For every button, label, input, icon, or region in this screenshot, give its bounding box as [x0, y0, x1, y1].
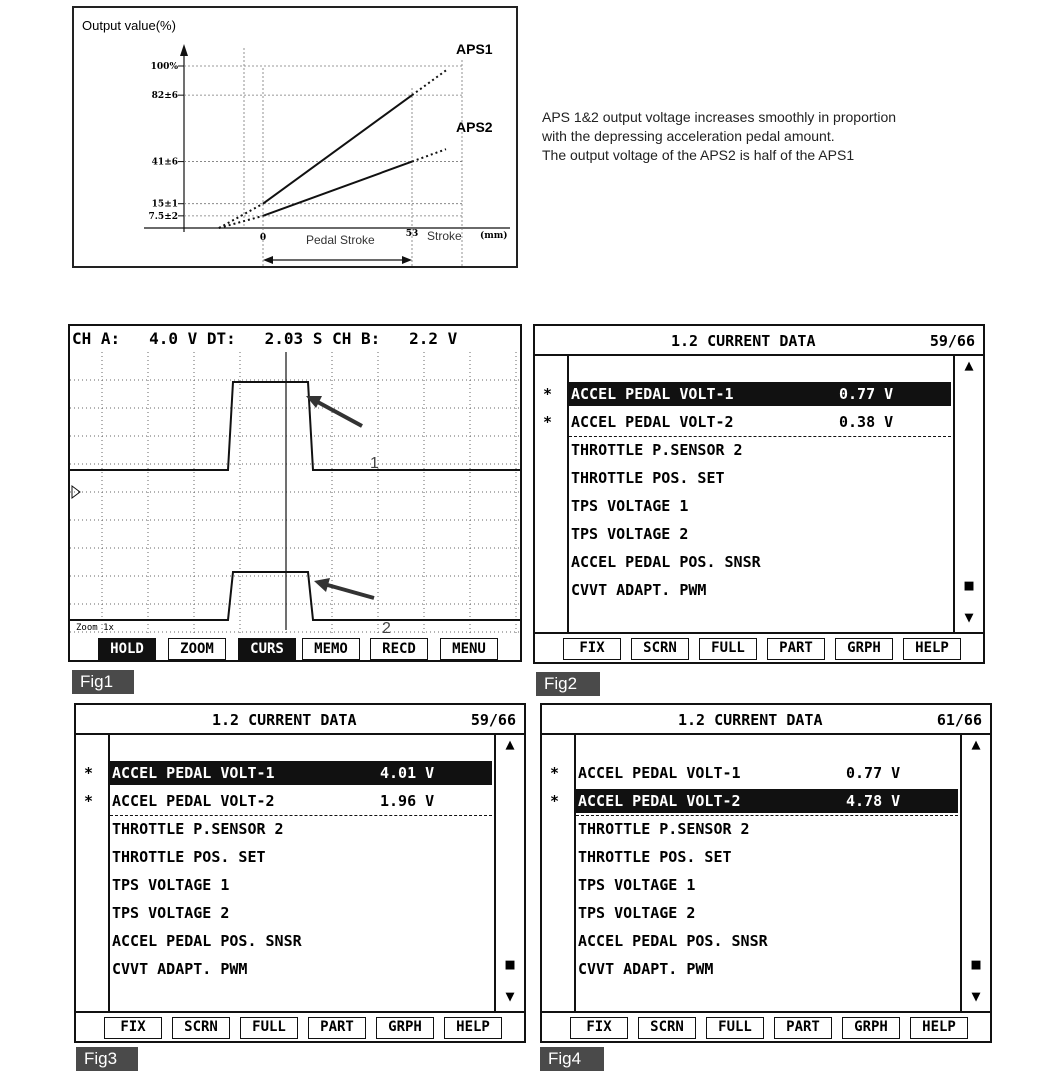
description-line-1: APS 1&2 output voltage increases smoothly in proportion — [542, 109, 897, 125]
data-row-label: THROTTLE P.SENSOR 2 — [578, 820, 750, 838]
aps-chart-svg — [74, 8, 520, 270]
scope-waveform-area — [70, 352, 520, 634]
fixed-item-star-icon: * — [550, 792, 560, 810]
chart-ylabel: Output value(%) — [82, 18, 176, 33]
scroll-thumb[interactable]: ■ — [964, 576, 974, 594]
chart-y-tick-label: 100% — [150, 62, 178, 72]
grph-button[interactable]: GRPH — [376, 1017, 434, 1039]
current-data-title: 1.2 CURRENT DATA — [678, 711, 823, 729]
data-row-label: THROTTLE POS. SET — [571, 469, 725, 487]
scope-callout-arrow-1 — [314, 400, 362, 426]
series-aps1-label: APS1 — [456, 41, 493, 57]
chart-y-tick-label: 82±6 — [151, 91, 178, 102]
data-row-label: THROTTLE P.SENSOR 2 — [571, 441, 743, 459]
current-data-screen-fig4 — [540, 703, 992, 1043]
series-aps1-line — [263, 95, 412, 204]
fig2-label: Fig2 — [536, 672, 600, 696]
data-row[interactable] — [569, 522, 951, 546]
data-row-label: ACCEL PEDAL VOLT-2 — [571, 413, 734, 431]
chart-y-tick-label: 7.5±2 — [148, 211, 178, 222]
current-data-counter: 61/66 — [936, 711, 982, 729]
current-data-screen-fig2 — [533, 324, 985, 664]
fixed-items-separator — [576, 815, 958, 816]
scope-header: CH A: 4.0 V DT: 2.03 S CH B: 2.2 V — [72, 329, 458, 348]
data-row-label: ACCEL PEDAL POS. SNSR — [571, 553, 761, 571]
data-row-label: CVVT ADAPT. PWM — [112, 960, 248, 978]
scope-channel-a-waveform — [70, 382, 520, 470]
data-row[interactable] — [110, 873, 492, 897]
fixed-item-star-icon: * — [543, 385, 553, 403]
data-row-label: TPS VOLTAGE 2 — [578, 904, 696, 922]
scrn-button[interactable]: SCRN — [172, 1017, 230, 1039]
scroll-up-icon[interactable]: ▲ — [964, 356, 974, 374]
scroll-thumb[interactable]: ■ — [505, 955, 515, 973]
grph-button[interactable]: GRPH — [835, 638, 893, 660]
data-row-label: THROTTLE POS. SET — [578, 848, 732, 866]
series-aps2-line — [263, 162, 412, 216]
chart-y-tick-label: 15±1 — [151, 199, 178, 210]
data-row[interactable] — [110, 761, 492, 785]
scope-callout-label-2: 2 — [382, 620, 391, 634]
scope-zoom-button[interactable]: ZOOM — [168, 638, 226, 660]
part-button[interactable]: PART — [774, 1017, 832, 1039]
data-row-value: 4.78 V — [846, 792, 901, 810]
data-row-label: ACCEL PEDAL VOLT-1 — [578, 764, 741, 782]
scrollbar-border — [960, 735, 962, 1011]
data-row[interactable] — [569, 494, 951, 518]
fig3-label: Fig3 — [76, 1047, 138, 1071]
data-row-value: 0.77 V — [846, 764, 901, 782]
scrn-button[interactable]: SCRN — [638, 1017, 696, 1039]
scope-callout-arrow-2 — [324, 584, 374, 598]
pedal-stroke-arrow-left — [263, 256, 273, 264]
data-row-label: ACCEL PEDAL POS. SNSR — [578, 932, 768, 950]
x-unit-label: (mm) — [480, 231, 508, 241]
fixed-item-star-icon: * — [84, 764, 94, 782]
scope-zoom-label: Zoom 1x — [76, 623, 114, 633]
scroll-up-icon[interactable]: ▲ — [505, 735, 515, 753]
data-row[interactable] — [569, 410, 951, 434]
current-data-counter: 59/66 — [929, 332, 975, 350]
scope-memo-button[interactable]: MEMO — [302, 638, 360, 660]
data-row-label: ACCEL PEDAL POS. SNSR — [112, 932, 302, 950]
aps-output-chart — [72, 6, 518, 268]
scroll-thumb[interactable]: ■ — [971, 955, 981, 973]
data-row[interactable] — [576, 845, 958, 869]
data-row-label: THROTTLE P.SENSOR 2 — [112, 820, 284, 838]
pedal-stroke-arrow-right — [402, 256, 412, 264]
scope-callout-label-1: 1 — [370, 455, 379, 472]
current-data-screen-fig3 — [74, 703, 526, 1043]
current-data-title-bar — [76, 705, 524, 735]
data-row[interactable] — [569, 466, 951, 490]
part-button[interactable]: PART — [767, 638, 825, 660]
data-row[interactable] — [569, 578, 951, 602]
scroll-down-icon[interactable]: ▼ — [964, 608, 974, 626]
current-data-counter: 59/66 — [470, 711, 516, 729]
fig4-label: Fig4 — [540, 1047, 604, 1071]
fig1-label: Fig1 — [72, 670, 134, 694]
data-row-label: TPS VOLTAGE 1 — [571, 497, 689, 515]
description-line-3: The output voltage of the APS2 is half of the APS1 — [542, 147, 855, 163]
fix-button[interactable]: FIX — [563, 638, 621, 660]
function-key-bar — [535, 632, 983, 662]
data-row-value: 0.38 V — [839, 413, 894, 431]
function-key-bar — [542, 1011, 990, 1041]
data-row[interactable] — [576, 901, 958, 925]
series-aps1-upper-extension — [412, 70, 446, 95]
stroke-label: Stroke — [427, 229, 462, 243]
chart-y-tick-label: 41±6 — [151, 157, 178, 168]
fixed-items-separator — [569, 436, 951, 437]
data-row[interactable] — [576, 817, 958, 841]
current-data-title: 1.2 CURRENT DATA — [671, 332, 816, 350]
data-row-label: TPS VOLTAGE 2 — [571, 525, 689, 543]
data-row-label: ACCEL PEDAL VOLT-1 — [571, 385, 734, 403]
chart-x-tick-label: 53 — [405, 229, 419, 239]
data-row[interactable] — [576, 789, 958, 813]
pedal-stroke-label: Pedal Stroke — [306, 233, 375, 247]
data-row-label: ACCEL PEDAL VOLT-2 — [578, 792, 741, 810]
full-button[interactable]: FULL — [706, 1017, 764, 1039]
data-row-value: 0.77 V — [839, 385, 894, 403]
scrollbar-border — [953, 356, 955, 632]
data-row-label: ACCEL PEDAL VOLT-1 — [112, 764, 275, 782]
current-data-title-bar — [542, 705, 990, 735]
full-button[interactable]: FULL — [699, 638, 757, 660]
data-row[interactable] — [576, 873, 958, 897]
scrn-button[interactable]: SCRN — [631, 638, 689, 660]
series-aps2-label: APS2 — [456, 119, 493, 135]
fixed-item-star-icon: * — [550, 764, 560, 782]
grph-button[interactable]: GRPH — [842, 1017, 900, 1039]
data-row-value: 1.96 V — [380, 792, 435, 810]
fixed-item-star-icon: * — [543, 413, 553, 431]
current-data-title-bar — [535, 326, 983, 356]
data-row[interactable] — [569, 438, 951, 462]
full-button[interactable]: FULL — [240, 1017, 298, 1039]
scope-callout-arrowhead-2 — [314, 578, 330, 592]
scope-menu-button[interactable]: MENU — [440, 638, 498, 660]
fix-button[interactable]: FIX — [104, 1017, 162, 1039]
data-row-label: CVVT ADAPT. PWM — [571, 581, 707, 599]
series-aps2-lower-extension — [219, 216, 263, 228]
scroll-up-icon[interactable]: ▲ — [971, 735, 981, 753]
part-button[interactable]: PART — [308, 1017, 366, 1039]
fixed-items-separator — [110, 815, 492, 816]
data-row-label: TPS VOLTAGE 2 — [112, 904, 230, 922]
help-button[interactable]: HELP — [903, 638, 961, 660]
data-row-value: 4.01 V — [380, 764, 435, 782]
data-row-label: TPS VOLTAGE 1 — [112, 876, 230, 894]
data-row[interactable] — [110, 845, 492, 869]
data-row[interactable] — [110, 901, 492, 925]
help-button[interactable]: HELP — [444, 1017, 502, 1039]
oscilloscope-screen — [68, 324, 522, 662]
data-row-label: TPS VOLTAGE 1 — [578, 876, 696, 894]
description-line-2: with the depressing acceleration pedal amount. — [542, 128, 835, 144]
scroll-down-icon[interactable]: ▼ — [971, 987, 981, 1005]
data-row[interactable] — [110, 789, 492, 813]
data-row[interactable] — [576, 957, 958, 981]
data-row[interactable] — [110, 817, 492, 841]
scope-channel-b-waveform — [70, 572, 520, 620]
data-row[interactable] — [576, 929, 958, 953]
series-aps2-upper-extension — [412, 149, 446, 161]
aps-description — [542, 108, 1012, 165]
data-row[interactable] — [110, 929, 492, 953]
chart-x-tick-label: 0 — [259, 233, 267, 243]
function-key-bar — [76, 1011, 524, 1041]
scope-hold-button[interactable]: HOLD — [98, 638, 156, 660]
data-row-label: CVVT ADAPT. PWM — [578, 960, 714, 978]
data-row[interactable] — [576, 761, 958, 785]
data-row-label: THROTTLE POS. SET — [112, 848, 266, 866]
fix-button[interactable]: FIX — [570, 1017, 628, 1039]
chart-y-axis-arrow — [180, 44, 188, 56]
scrollbar-border — [494, 735, 496, 1011]
data-row[interactable] — [569, 382, 951, 406]
help-button[interactable]: HELP — [910, 1017, 968, 1039]
scope-curs-button[interactable]: CURS — [238, 638, 296, 660]
data-row[interactable] — [110, 957, 492, 981]
scope-button-bar — [70, 638, 520, 662]
current-data-title: 1.2 CURRENT DATA — [212, 711, 357, 729]
data-row[interactable] — [569, 550, 951, 574]
scope-recd-button[interactable]: RECD — [370, 638, 428, 660]
fixed-item-star-icon: * — [84, 792, 94, 810]
data-row-label: ACCEL PEDAL VOLT-2 — [112, 792, 275, 810]
scroll-down-icon[interactable]: ▼ — [505, 987, 515, 1005]
